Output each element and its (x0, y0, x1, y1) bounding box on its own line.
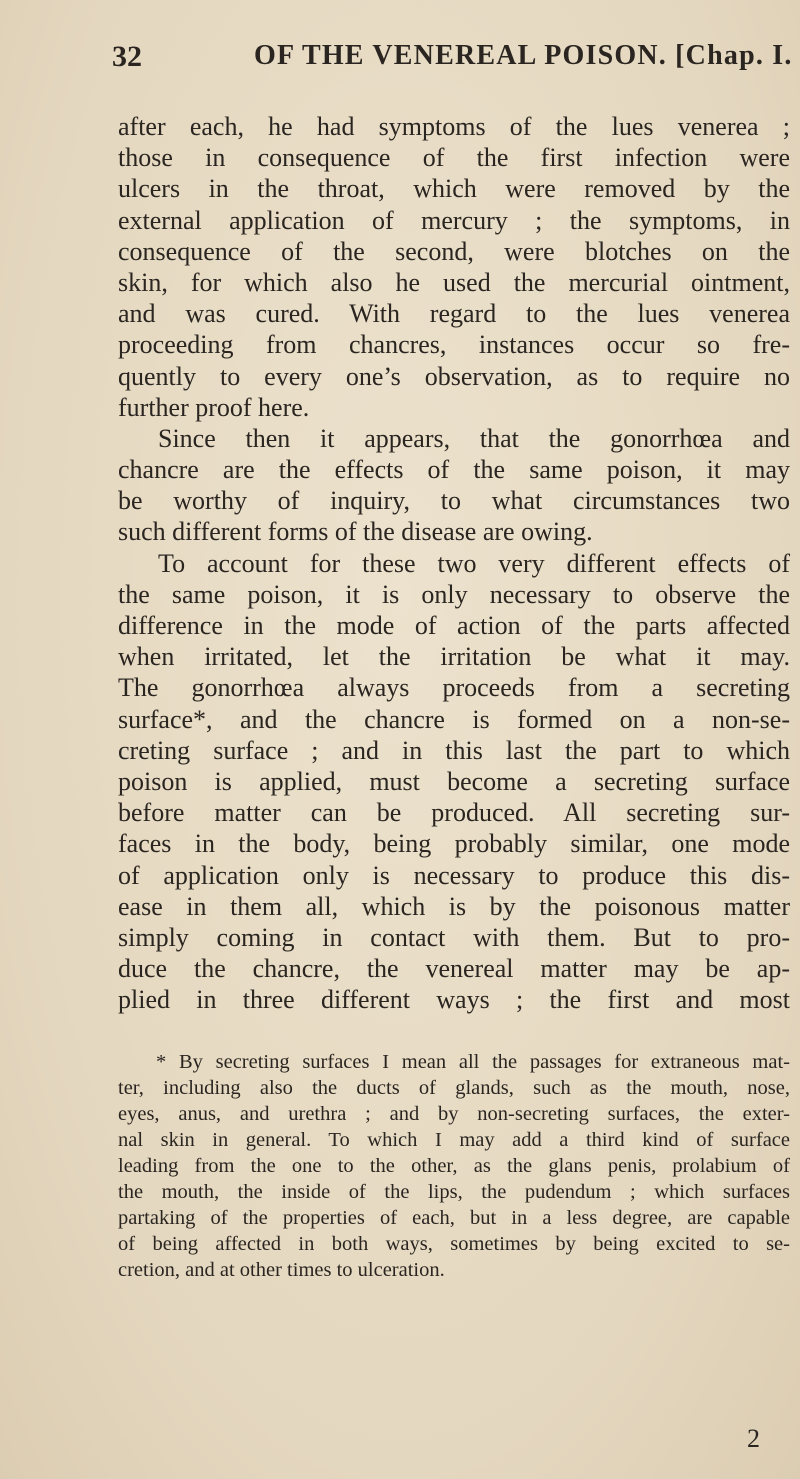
text-line: To account for these two very different effects of (158, 548, 790, 578)
text-line: consequence of the second, were blotches on the (118, 236, 790, 266)
text-line: proceeding from chancres, instances occur so fre- (118, 330, 790, 360)
text-line: those in consequence of the first infection were (118, 143, 790, 173)
text-line: be worthy of inquiry, to what circumstances two (118, 486, 790, 516)
text-line: chancre are the effects of the same poison, it may (118, 455, 790, 485)
text-line: poison is applied, must become a secreting surface (118, 766, 790, 796)
footnote-line: leading from the one to the other, as the glans penis, prolabium of (118, 1155, 790, 1177)
text-line: faces in the body, being probably similar, one mode (118, 829, 790, 859)
text-line: plied in three different ways ; the first and most (118, 985, 790, 1015)
text-line: duce the chancre, the venereal matter may be ap- (118, 954, 790, 984)
text-line: simply coming in contact with them. But to pro- (118, 922, 790, 952)
page-header (112, 40, 800, 80)
text-line: the same poison, it is only necessary to observe the (118, 579, 790, 609)
text-line: quently to every one’s observation, as to require no (118, 361, 790, 391)
footnote-line: ter, including also the ducts of glands, such as the mouth, nose, (118, 1077, 790, 1099)
text-line: creting surface ; and in this last the part to which (118, 735, 790, 765)
text-line: ulcers in the throat, which were removed by the (118, 174, 790, 204)
text-line: before matter can be produced. All secreting sur- (118, 798, 790, 828)
text-line: such different forms of the disease are owing. (118, 517, 593, 547)
text-line: and was cured. With regard to the lues venerea (118, 299, 790, 329)
text-line: ease in them all, which is by the poisonous matter (118, 891, 790, 921)
page-number: 32 (112, 40, 142, 73)
footnote-line: eyes, anus, and urethra ; and by non-secreting surfaces, the exter- (118, 1103, 790, 1125)
text-line: when irritated, let the irritation be what it may. (118, 642, 790, 672)
footnote (118, 1049, 790, 1283)
footnote-line: of being affected in both ways, sometimes by being excited to se- (118, 1233, 790, 1255)
text-line: Since then it appears, that the gonorrhœa and (158, 423, 790, 453)
text-line: surface*, and the chancre is formed on a non-se- (118, 704, 790, 734)
running-head: OF THE VENEREAL POISON. [Chap. I. (254, 40, 793, 71)
text-line: difference in the mode of action of the parts affected (118, 611, 790, 640)
footnote-line: nal skin in general. To which I may add a third kind of surface (118, 1129, 790, 1151)
footnote-line: cretion, and at other times to ulceration. (118, 1259, 445, 1281)
signature-mark: 2 (747, 1424, 760, 1453)
text-line: The gonorrhœa always proceeds from a secreting (118, 673, 790, 703)
text-line: external application of mercury ; the symptoms, in (118, 205, 790, 235)
text-line: further proof here. (118, 392, 310, 422)
text-line: of application only is necessary to produce this dis- (118, 860, 790, 890)
text-line: skin, for which also he used the mercurial ointment, (118, 267, 790, 297)
text-line: after each, he had symptoms of the lues venerea ; (118, 112, 790, 141)
main-text (118, 111, 790, 1015)
footnote-line: * By secreting surfaces I mean all the passages for extraneous mat- (156, 1051, 790, 1073)
footnote-line: the mouth, the inside of the lips, the pudendum ; which surfaces (118, 1181, 790, 1203)
footnote-line: partaking of the properties of each, but in a less degree, are capable (118, 1207, 790, 1229)
